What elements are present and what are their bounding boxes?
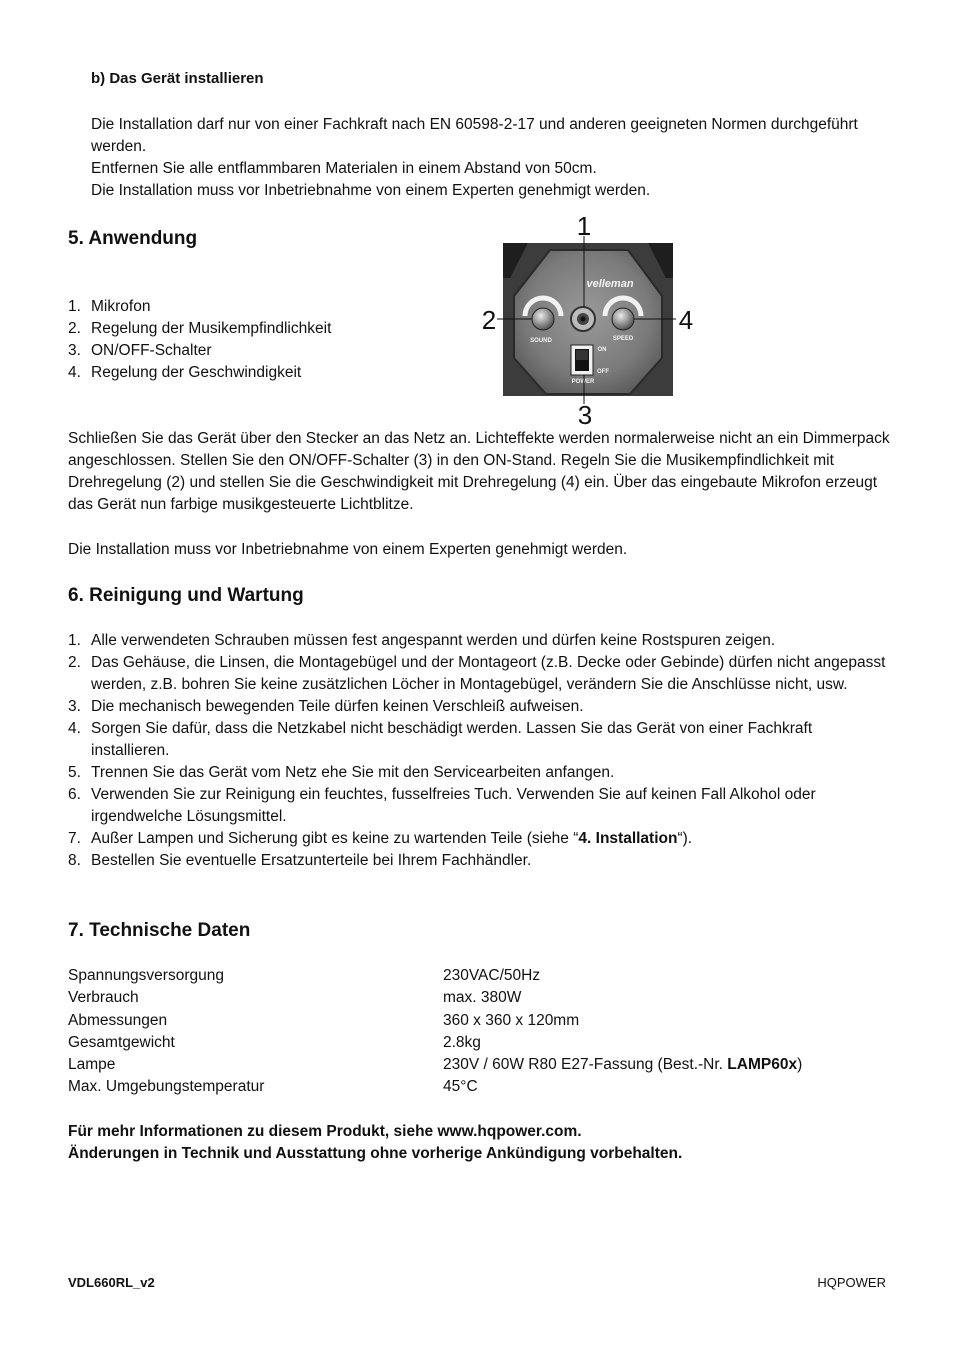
spec-row: Spannungsversorgung 230VAC/50Hz [68, 967, 541, 984]
approval-paragraph: Die Installation muss vor Inbetriebnahme von einem Experten genehmigt werden. [68, 541, 628, 558]
control-panel-figure [470, 208, 700, 430]
sound-label: SOUND [530, 338, 552, 344]
callout-3: 3 [577, 400, 593, 430]
cross-reference: 4. Installation [578, 830, 678, 847]
list-item: 4. Regelung der Geschwindigkeit [68, 364, 302, 381]
footer-brand: HQPOWER [817, 1275, 886, 1290]
spec-row: Abmessungen 360 x 360 x 120mm [68, 1012, 580, 1029]
list-item: 1. Alle verwendeten Schrauben müssen fest angespannt werden und dürfen keine Rostspuren zeigen. [68, 632, 776, 649]
list-item: 4. Sorgen Sie dafür, dass die Netzkabel nicht beschädigt werden. Lassen Sie das Gerät von einer Fachkraft installieren. [68, 720, 813, 759]
section-title-anwendung: 5. Anwendung [68, 228, 198, 249]
section-title-technische-daten: 7. Technische Daten [68, 920, 251, 941]
list-item: 3. ON/OFF-Schalter [68, 342, 212, 359]
callout-4: 4 [678, 305, 694, 335]
spec-row: Max. Umgebungstemperatur 45°C [68, 1078, 478, 1095]
info-note: Für mehr Informationen zu diesem Produkt, siehe www.hqpower.com. [68, 1123, 582, 1140]
lamp-part-number: LAMP60x [727, 1056, 798, 1073]
list-item: 7. Außer Lampen und Sicherung gibt es keine zu wartenden Teile (siehe “4. Installation“). [68, 830, 693, 847]
switch-off-label: OFF [597, 369, 609, 375]
disclaimer-note: Änderungen in Technik und Ausstattung ohne vorherige Ankündigung vorbehalten. [68, 1145, 683, 1162]
list-item: 1. Mikrofon [68, 298, 151, 315]
speed-label: SPEED [612, 336, 634, 342]
sound-knob [532, 308, 554, 330]
list-item: 3. Die mechanisch bewegenden Teile dürfen keinen Verschleiß aufweisen. [68, 698, 584, 715]
list-item: 8. Bestellen Sie eventuelle Ersatzunterteile bei Ihrem Fachhändler. [68, 852, 532, 869]
list-item: 2. Das Gehäuse, die Linsen, die Montagebügel und der Montageort (z.B. Decke oder Gebinde) dürfen nicht angepasst werden, z.B. bohren Sie keine zusätzlichen Löcher in Montagebügel, verändern Sie die Anschlüsse nicht, usw. [68, 654, 886, 693]
section-title-reinigung: 6. Reinigung und Wartung [68, 585, 304, 606]
usage-paragraph: Schließen Sie das Gerät über den Stecker an das Netz an. Lichteffekte werden normalerweise nicht an ein Dimmerpack angeschlossen. Stellen Sie den ON/OFF-Schalter (3) in den ON-Stand. Regeln Sie die Musikempfindlichkeit mit Drehregelung (2) und stellen Sie die Geschwindigkeit mit Drehregelung (4) ein. Über das eingebaute Mikrofon erzeugt das Gerät nun farbige musikgesteuerte Lichtblitze. [68, 430, 890, 513]
controls-list [68, 296, 331, 384]
spec-row: Lampe 230V / 60W R80 E27-Fassung (Best.-Nr. LAMP60x) [68, 1056, 803, 1073]
install-paragraph [91, 114, 891, 202]
callout-2: 2 [481, 305, 497, 335]
footer-doc-id: VDL660RL_v2 [68, 1275, 155, 1290]
switch-on-label: ON [597, 347, 607, 353]
brand-logo: velleman [586, 278, 634, 290]
install-line: Entfernen Sie alle entflammbaren Materialen in einem Abstand von 50cm. [91, 160, 597, 177]
maintenance-list [68, 630, 888, 872]
power-label: POWER [571, 379, 595, 385]
spec-row: Verbrauch max. 380W [68, 989, 522, 1006]
list-item: 6. Verwenden Sie zur Reinigung ein feuchtes, fusselfreies Tuch. Verwenden Sie auf keinen Fall Alkohol oder irgendwelche Lösungsmittel. [68, 786, 816, 825]
install-line: Die Installation darf nur von einer Fachkraft nach EN 60598-2-17 und anderen geeigneten Normen durchgeführt werden. [91, 116, 858, 155]
subsection-title: b) Das Gerät installieren [91, 70, 264, 87]
list-item: 5. Trennen Sie das Gerät vom Netz ehe Sie mit den Servicearbeiten anfangen. [68, 764, 615, 781]
list-item: 2. Regelung der Musikempfindlichkeit [68, 320, 332, 337]
spec-row: Gesamtgewicht 2.8kg [68, 1034, 481, 1051]
callout-1: 1 [576, 211, 592, 241]
speed-knob [612, 308, 634, 330]
install-line: Die Installation muss vor Inbetriebnahme von einem Experten genehmigt werden. [91, 182, 651, 199]
